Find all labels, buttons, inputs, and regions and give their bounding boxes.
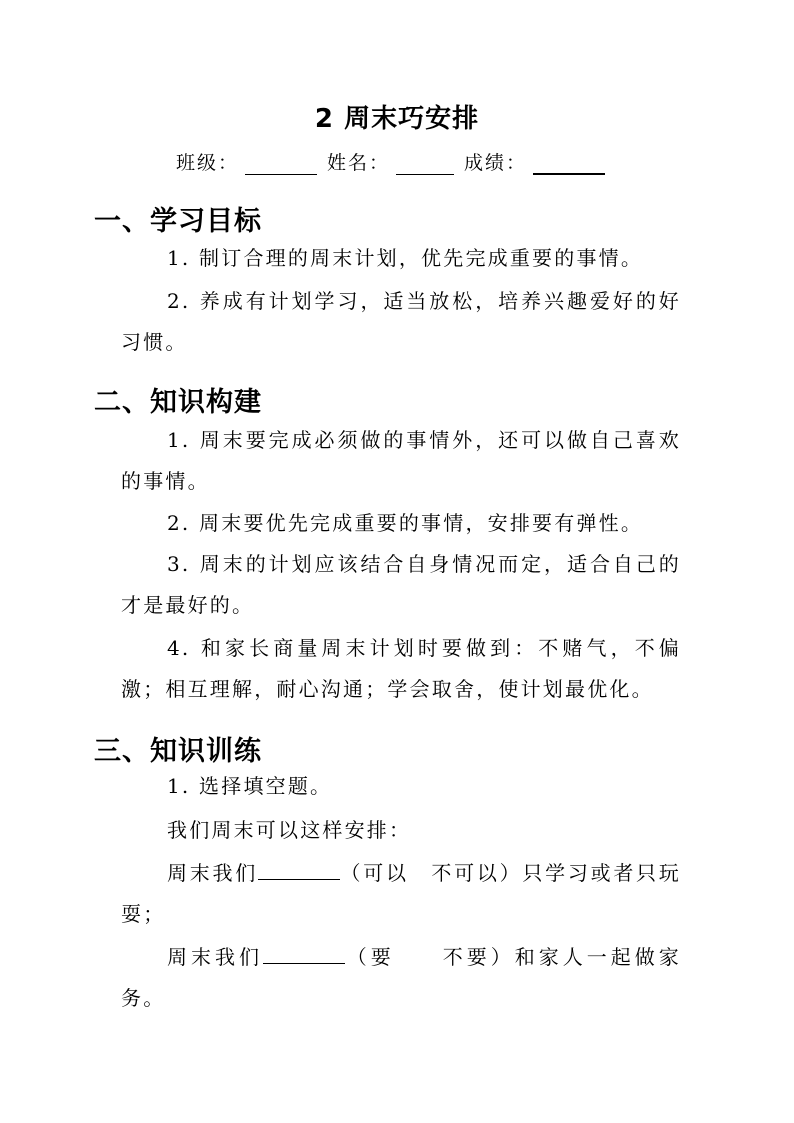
score-label: 成绩： — [464, 152, 528, 174]
practice-intro: 我们周末可以这样安排： — [167, 818, 412, 842]
goal-item-2: 2. 养成有计划学习，适当放松，培养兴趣爱好的好习惯。 — [121, 289, 681, 354]
fill-question-2 — [121, 937, 681, 1019]
practice-item-1: 1. 选择填空题。 — [167, 774, 333, 798]
fill-blank-2[interactable] — [263, 941, 345, 964]
section-heading-knowledge: 二、知识构建 — [94, 387, 262, 418]
student-info-line — [176, 148, 615, 175]
class-blank[interactable] — [245, 154, 317, 175]
fill-blank-1[interactable] — [258, 857, 340, 880]
knowledge-item-4: 4. 和家长商量周末计划时要做到：不赌气，不偏激；相互理解，耐心沟通；学会取舍，使计划最优化。 — [121, 636, 681, 701]
fill-question-1-before: 周末我们 — [167, 861, 258, 885]
fill-question-1 — [121, 853, 681, 935]
knowledge-item-1: 1. 周末要完成必须做的事情外，还可以做自己喜欢的事情。 — [121, 428, 681, 493]
name-label: 姓名： — [327, 152, 391, 174]
fill-question-1-after: （可以 不可以）只学习或者只玩耍； — [121, 861, 681, 926]
section-heading-practice: 三、知识训练 — [94, 736, 262, 767]
name-blank[interactable] — [396, 154, 454, 175]
page-title: 2 周末巧安排 — [314, 104, 480, 134]
goal-item-1: 1. 制订合理的周末计划，优先完成重要的事情。 — [167, 246, 644, 270]
section-heading-goals: 一、学习目标 — [94, 206, 262, 237]
fill-question-2-before: 周末我们 — [167, 945, 263, 969]
class-label: 班级： — [176, 152, 240, 174]
knowledge-item-3: 3. 周末的计划应该结合自身情况而定，适合自己的才是最好的。 — [121, 552, 681, 617]
knowledge-item-2: 2. 周末要优先完成重要的事情，安排要有弹性。 — [167, 511, 644, 535]
fill-question-2-after: （要 不要）和家人一起做家务。 — [121, 945, 681, 1010]
score-blank[interactable] — [533, 153, 605, 175]
